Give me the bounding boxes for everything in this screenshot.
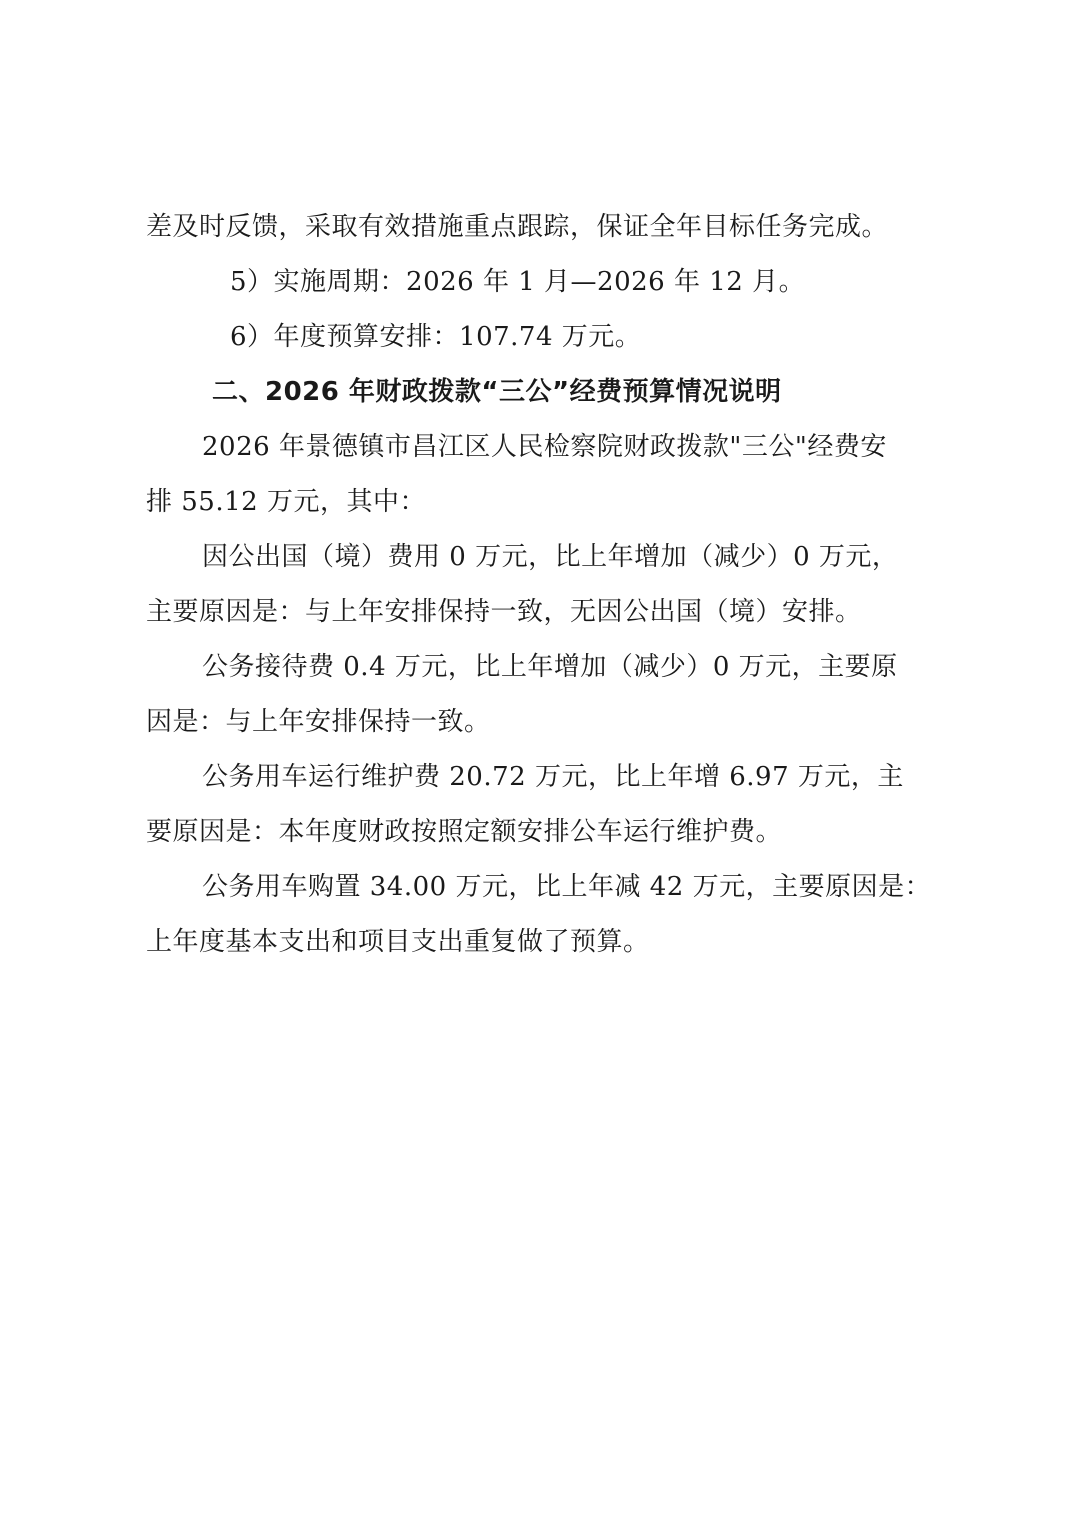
paragraph-line: 上年度基本支出和项目支出重复做了预算。: [146, 927, 650, 957]
paragraph-line: 主要原因是：与上年安排保持一致，无因公出国（境）安排。: [146, 597, 862, 627]
paragraph-line: 公务接待费 0.4 万元，比上年增加（减少）0 万元，主要原: [202, 652, 898, 682]
document-body: [146, 200, 936, 970]
paragraph-line: 排 55.12 万元，其中：: [146, 487, 426, 517]
paragraph-line: 6）年度预算安排：107.74 万元。: [230, 322, 642, 352]
section-heading: 二、2026 年财政拨款“三公”经费预算情况说明: [212, 377, 782, 407]
paragraph-line: 5）实施周期：2026 年 1 月—2026 年 12 月。: [230, 267, 806, 297]
paragraph-line: 公务用车购置 34.00 万元，比上年减 42 万元，主要原因是：: [202, 872, 932, 902]
paragraph-line: 公务用车运行维护费 20.72 万元，比上年增 6.97 万元，主: [202, 762, 904, 792]
paragraph-line: 差及时反馈，采取有效措施重点跟踪，保证全年目标任务完成。: [146, 212, 889, 242]
paragraph-line: 要原因是：本年度财政按照定额安排公车运行维护费。: [146, 817, 783, 847]
paragraph-line: 因是：与上年安排保持一致。: [146, 707, 491, 737]
paragraph-line: 因公出国（境）费用 0 万元，比上年增加（减少）0 万元，: [202, 542, 899, 572]
paragraph-line: 2026 年景德镇市昌江区人民检察院财政拨款"三公"经费安: [202, 432, 887, 462]
